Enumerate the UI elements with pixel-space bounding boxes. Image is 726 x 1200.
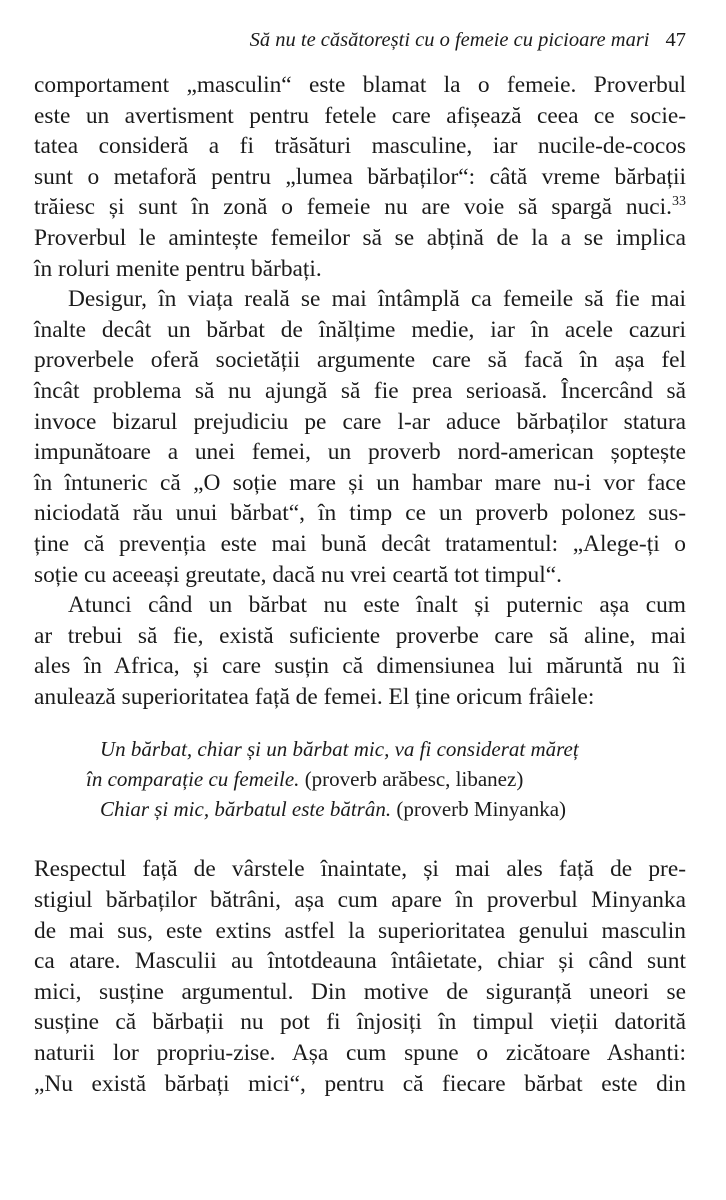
paragraph-2 — [34, 284, 686, 590]
proverb-text: în comparație cu femeile. — [86, 767, 300, 792]
quote-line — [34, 794, 686, 824]
paragraph-3 — [34, 590, 686, 712]
text-line: este un avertisment pentru fetele care afișează ceea ce socie- — [34, 102, 686, 129]
paragraph-4 — [34, 854, 686, 1099]
text-line-with-footnote — [34, 192, 686, 223]
proverb-quote-block — [34, 734, 686, 824]
text-line: Proverbul le amintește femeilor să se abțină de la a se implica — [34, 224, 686, 251]
paragraph-1 — [34, 70, 686, 284]
text-line: mici, susține argumentul. Din motive de siguranță uneori se — [34, 978, 686, 1005]
quote-line — [34, 734, 686, 764]
text-line: naturii lor propriu-zise. Așa cum spune o zicătoare Ashanti: — [34, 1040, 686, 1067]
page-number: 47 — [665, 29, 686, 51]
text-line: tatea consideră a fi trăsături masculine, iar nucile-de-cocos — [34, 133, 686, 160]
text-line: impunătoare a unei femei, un proverb nord-american șoptește — [34, 439, 686, 466]
running-header — [34, 26, 686, 54]
text-line-text: trăiesc și sunt în zonă o femeie nu are voie să spargă nuci. — [34, 194, 672, 221]
text-line: ca atare. Masculii au întotdeauna întâietate, chiar și când sunt — [34, 948, 686, 975]
text-line: în roluri menite pentru bărbați. — [34, 255, 322, 282]
text-line: „Nu există bărbați mici“, pentru că fiecare bărbat este din — [34, 1070, 686, 1097]
proverb-source: (proverb arăbesc, libanez) — [299, 767, 524, 792]
proverb-source: (proverb Minyanka) — [391, 797, 567, 822]
quote-line — [34, 764, 686, 794]
book-page — [34, 26, 686, 1099]
text-line: ales în Africa, și care susțin că dimensiunea lui măruntă nu îi — [34, 653, 686, 680]
text-line: ține că prevenția este mai bună decât tratamentul: „Alege-ți o — [34, 530, 686, 557]
proverb-text: Chiar și mic, bărbatul este bătrân. — [100, 797, 392, 822]
text-line: susține că bărbații nu pot fi înjosiți în timpul vieții datorită — [34, 1009, 686, 1036]
running-title: Să nu te căsătorești cu o femeie cu picioare mari — [249, 29, 650, 51]
text-line: Respectul față de vârstele înaintate, și mai ales față de pre- — [34, 856, 686, 883]
text-line: proverbele oferă societății argumente care să facă în așa fel — [34, 347, 686, 374]
text-line: invoce bizarul prejudiciu pe care l-ar aduce bărbaților statura — [34, 408, 686, 435]
text-line: Desigur, în viața reală se mai întâmplă ca femeile să fie mai — [68, 286, 686, 313]
text-line: încât problema să nu ajungă să fie prea serioasă. Încercând să — [34, 377, 686, 404]
text-line: niciodată rău unui bărbat“, în timp ce un proverb polonez sus- — [34, 500, 686, 527]
footnote-marker[interactable]: 33 — [672, 194, 686, 210]
text-line: comportament „masculin“ este blamat la o femeie. Proverbul — [34, 72, 686, 98]
proverb-text: Un bărbat, chiar și un bărbat mic, va fi considerat măreț — [100, 737, 579, 762]
text-line: de mai sus, este extins astfel la superioritatea genului masculin — [34, 917, 686, 944]
text-line: Atunci când un bărbat nu este înalt și puternic așa cum — [68, 592, 686, 619]
text-line: în întuneric că „O soție mare și un hambar mare nu-i vor face — [34, 469, 686, 496]
text-line: soție cu aceeași greutate, dacă nu vrei ceartă tot timpul“. — [34, 561, 562, 588]
text-line: stigiul bărbaților bătrâni, așa cum apare în proverbul Minyanka — [34, 887, 686, 914]
text-line: înalte decât un bărbat de înălțime medie, iar în acele cazuri — [34, 316, 686, 343]
text-line: sunt o metaforă pentru „lumea bărbaților“: câtă vreme bărbații — [34, 163, 686, 190]
text-line: anulează superioritatea față de femei. El ține oricum frâiele: — [34, 683, 595, 710]
text-line: ar trebui să fie, există suficiente proverbe care să aline, mai — [34, 622, 686, 649]
